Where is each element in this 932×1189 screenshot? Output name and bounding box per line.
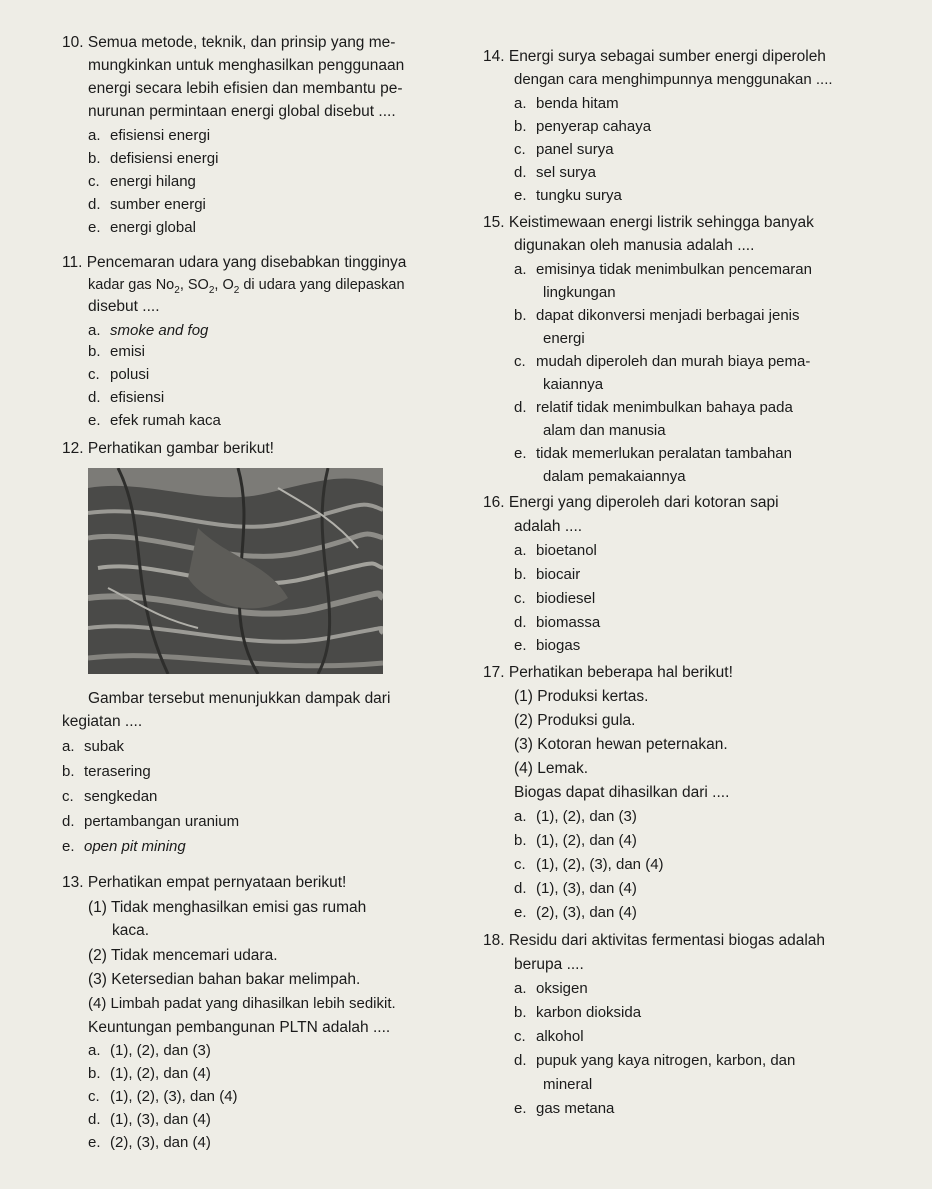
option-text: (1), (2), dan (3) — [536, 808, 637, 825]
option-text: benda hitam — [536, 95, 619, 112]
q14-option-e[interactable] — [514, 187, 622, 204]
q17-item-1: (1) Produksi kertas. — [514, 688, 649, 705]
option-letter: e. — [62, 838, 75, 855]
q15-option-c[interactable] — [514, 353, 810, 370]
option-text: (1), (2), dan (4) — [110, 1065, 211, 1082]
option-letter: e. — [88, 412, 101, 429]
q12-option-e[interactable] — [62, 838, 186, 855]
option-letter: e. — [514, 1100, 527, 1117]
option-letter: d. — [514, 880, 527, 897]
option-letter: a. — [88, 1042, 101, 1059]
q10-option-a[interactable] — [88, 127, 210, 144]
option-text: emisi — [110, 343, 146, 360]
option-text: (2), (3), dan (4) — [536, 904, 637, 921]
q18-option-a[interactable] — [514, 980, 588, 997]
q15-line-2: digunakan oleh manusia adalah .... — [514, 237, 755, 254]
q13-option-a[interactable] — [88, 1042, 211, 1059]
q16-line-2: adalah .... — [514, 518, 583, 535]
q11-text: , SO — [179, 277, 209, 293]
q11-option-c[interactable] — [88, 366, 149, 383]
q11-text: , O — [214, 277, 234, 293]
option-text: relatif tidak menimbulkan bahaya pada — [536, 399, 793, 416]
q10-option-b[interactable] — [88, 150, 218, 167]
option-text: (1), (2), dan (4) — [536, 832, 637, 849]
option-letter: e. — [514, 187, 527, 204]
q12-caption-2: kegiatan .... — [62, 713, 143, 730]
option-text: pertambangan uranium — [84, 813, 240, 830]
q17-option-b[interactable] — [514, 832, 637, 849]
option-text: pupuk yang kaya nitrogen, karbon, dan — [536, 1052, 796, 1069]
q11-text: di udara yang dilepaskan — [239, 277, 405, 293]
q10-line-2: mungkinkan untuk menghasilkan penggunaan — [88, 57, 405, 74]
q13-statement-3: (3) Ketersedian bahan bakar melimpah. — [88, 971, 361, 988]
option-letter: e. — [514, 445, 527, 462]
option-text: biodiesel — [536, 590, 596, 607]
option-letter: b. — [62, 763, 75, 780]
option-text: smoke and fog — [110, 322, 209, 339]
q12-line-1: 12. Perhatikan gambar berikut! — [62, 440, 274, 457]
option-letter: c. — [88, 173, 100, 190]
q18-option-c[interactable] — [514, 1028, 584, 1045]
option-text: (1), (3), dan (4) — [536, 880, 637, 897]
option-text: efisiensi — [110, 389, 165, 406]
option-text: sumber energi — [110, 196, 206, 213]
option-text: (1), (2), dan (3) — [110, 1042, 211, 1059]
option-letter: c. — [88, 1088, 100, 1105]
q16-option-a[interactable] — [514, 542, 597, 559]
option-text: defisiensi energi — [110, 150, 219, 167]
open-pit-mine-photo — [88, 468, 383, 674]
q10-option-e[interactable] — [88, 219, 196, 236]
q14-line-1: 14. Energi surya sebagai sumber energi diperoleh — [483, 48, 826, 65]
q11-line-1: 11. Pencemaran udara yang disebabkan tingginya — [62, 254, 407, 271]
option-text: polusi — [110, 366, 150, 383]
option-text: (1), (2), (3), dan (4) — [536, 856, 664, 873]
q17-stem: Biogas dapat dihasilkan dari .... — [514, 784, 730, 801]
option-text: (1), (2), (3), dan (4) — [110, 1088, 238, 1105]
q13-option-c[interactable] — [88, 1088, 238, 1105]
q13-statement-4: (4) Limbah padat yang dihasilkan lebih sedikit. — [88, 995, 396, 1012]
option-letter: a. — [62, 738, 75, 755]
q14-option-d[interactable] — [514, 164, 596, 181]
q17-option-e[interactable] — [514, 904, 637, 921]
q17-item-2: (2) Produksi gula. — [514, 712, 636, 729]
q13-option-b[interactable] — [88, 1065, 211, 1082]
q13-statement-1a: (1) Tidak menghasilkan emisi gas rumah — [88, 899, 367, 916]
option-letter: c. — [514, 1028, 526, 1045]
option-letter: b. — [514, 118, 527, 135]
q11-option-d[interactable] — [88, 389, 164, 406]
option-text: oksigen — [536, 980, 588, 997]
q15-option-e-cont: dalam pemakaiannya — [543, 468, 686, 485]
q17-item-3: (3) Kotoran hewan peternakan. — [514, 736, 728, 753]
q15-option-b-cont: energi — [543, 330, 585, 347]
option-text: biocair — [536, 566, 581, 583]
q13-line-1: 13. Perhatikan empat pernyataan berikut! — [62, 874, 347, 891]
q12-option-a[interactable] — [62, 738, 124, 755]
option-letter: b. — [514, 566, 527, 583]
q16-option-c[interactable] — [514, 590, 595, 607]
option-text: (2), (3), dan (4) — [110, 1134, 211, 1151]
q12-caption-1: Gambar tersebut menunjukkan dampak dari — [88, 690, 391, 707]
q11-line-3: disebut .... — [88, 298, 160, 315]
q11-text: kadar gas No — [88, 277, 175, 293]
option-text: (1), (3), dan (4) — [110, 1111, 211, 1128]
q14-line-2: dengan cara menghimpunnya menggunakan .... — [514, 71, 833, 88]
option-letter: d. — [514, 399, 527, 416]
q18-option-b[interactable] — [514, 1004, 641, 1021]
option-letter: e. — [514, 904, 527, 921]
option-text: open pit mining — [84, 838, 186, 855]
option-letter: b. — [514, 832, 527, 849]
q11-option-e[interactable] — [88, 412, 221, 429]
option-text: terasering — [84, 763, 151, 780]
q18-line-1: 18. Residu dari aktivitas fermentasi biogas adalah — [483, 932, 826, 949]
option-letter: c. — [88, 366, 100, 383]
q11-option-a[interactable] — [88, 322, 208, 339]
q11-sub: 2 — [233, 284, 240, 296]
option-letter: d. — [514, 164, 527, 181]
option-letter: d. — [514, 614, 527, 631]
option-text: biogas — [536, 637, 581, 654]
option-letter: d. — [88, 196, 101, 213]
option-letter: a. — [514, 95, 527, 112]
option-text: energi hilang — [110, 173, 196, 190]
q11-sub: 2 — [208, 284, 215, 296]
q15-option-a[interactable] — [514, 261, 812, 278]
q12-option-c[interactable] — [62, 788, 157, 805]
option-letter: b. — [514, 1004, 527, 1021]
q17-option-c[interactable] — [514, 856, 664, 873]
option-text: karbon dioksida — [536, 1004, 642, 1021]
q13-option-e[interactable] — [88, 1134, 211, 1151]
q16-option-e[interactable] — [514, 637, 580, 654]
option-letter: a. — [514, 808, 527, 825]
option-text: tidak memerlukan peralatan tambahan — [536, 445, 792, 462]
option-letter: a. — [514, 261, 527, 278]
q10-option-c[interactable] — [88, 173, 196, 190]
q15-option-d-cont: alam dan manusia — [543, 422, 666, 439]
option-text: tungku surya — [536, 187, 622, 204]
option-letter: b. — [88, 150, 101, 167]
option-text: penyerap cahaya — [536, 118, 652, 135]
option-letter: c. — [514, 856, 526, 873]
q10-line-1: 10. Semua metode, teknik, dan prinsip yang me- — [62, 34, 396, 51]
option-letter: a. — [88, 127, 101, 144]
q11-line-2 — [88, 277, 405, 296]
q15-option-b[interactable] — [514, 307, 800, 324]
option-letter: d. — [88, 389, 101, 406]
option-letter: d. — [62, 813, 75, 830]
q11-option-b[interactable] — [88, 343, 145, 360]
q15-option-d[interactable] — [514, 399, 793, 416]
option-letter: a. — [88, 322, 101, 339]
option-letter: d. — [514, 1052, 527, 1069]
option-letter: b. — [88, 1065, 101, 1082]
q17-item-4: (4) Lemak. — [514, 760, 589, 777]
option-text: dapat dikonversi menjadi berbagai jenis — [536, 307, 800, 324]
option-letter: a. — [514, 980, 527, 997]
option-letter: e. — [514, 637, 527, 654]
q16-option-d[interactable] — [514, 614, 600, 631]
option-letter: c. — [514, 141, 526, 158]
option-text: gas metana — [536, 1100, 615, 1117]
q10-line-4: nurunan permintaan energi global disebut .... — [88, 103, 396, 120]
q15-line-1: 15. Keistimewaan energi listrik sehingga banyak — [483, 214, 814, 231]
option-text: energi global — [110, 219, 196, 236]
q18-line-2: berupa .... — [514, 956, 584, 973]
q11-sub: 2 — [174, 284, 180, 296]
option-text: emisinya tidak menimbulkan pencemaran — [536, 261, 812, 278]
option-letter: c. — [514, 353, 526, 370]
q14-option-a[interactable] — [514, 95, 619, 112]
q15-option-c-cont: kaiannya — [543, 376, 604, 393]
q18-option-d[interactable] — [514, 1052, 795, 1069]
option-text: mudah diperoleh dan murah biaya pema- — [536, 353, 811, 370]
q17-line-1: 17. Perhatikan beberapa hal berikut! — [483, 664, 733, 681]
option-text: panel surya — [536, 141, 614, 158]
q17-option-a[interactable] — [514, 808, 637, 825]
q17-option-d[interactable] — [514, 880, 637, 897]
option-letter: e. — [88, 1134, 101, 1151]
option-text: efisiensi energi — [110, 127, 211, 144]
q18-option-e[interactable] — [514, 1100, 614, 1117]
q13-statement-1b: kaca. — [112, 922, 150, 939]
option-text: sel surya — [536, 164, 597, 181]
option-text: bioetanol — [536, 542, 597, 559]
option-letter: b. — [514, 307, 527, 324]
option-letter: c. — [514, 590, 526, 607]
q15-option-e[interactable] — [514, 445, 792, 462]
q16-option-b[interactable] — [514, 566, 580, 583]
q10-option-d[interactable] — [88, 196, 206, 213]
q15-option-a-cont: lingkungan — [543, 284, 616, 301]
q12-option-d[interactable] — [62, 813, 239, 830]
q13-stem: Keuntungan pembangunan PLTN adalah .... — [88, 1019, 391, 1036]
option-letter: a. — [514, 542, 527, 559]
q13-option-d[interactable] — [88, 1111, 211, 1128]
option-letter: d. — [88, 1111, 101, 1128]
option-text: subak — [84, 738, 125, 755]
option-text: alkohol — [536, 1028, 584, 1045]
option-text: sengkedan — [84, 788, 158, 805]
option-letter: b. — [88, 343, 101, 360]
q10-line-3: energi secara lebih efisien dan membantu pe- — [88, 80, 403, 97]
q18-option-d-cont: mineral — [543, 1076, 593, 1093]
option-text: biomassa — [536, 614, 601, 631]
q12-option-b[interactable] — [62, 763, 151, 780]
option-text: efek rumah kaca — [110, 412, 221, 429]
q14-option-c[interactable] — [514, 141, 614, 158]
q14-option-b[interactable] — [514, 118, 651, 135]
q13-statement-2: (2) Tidak mencemari udara. — [88, 947, 278, 964]
option-letter: c. — [62, 788, 74, 805]
option-letter: e. — [88, 219, 101, 236]
q16-line-1: 16. Energi yang diperoleh dari kotoran sapi — [483, 494, 779, 511]
